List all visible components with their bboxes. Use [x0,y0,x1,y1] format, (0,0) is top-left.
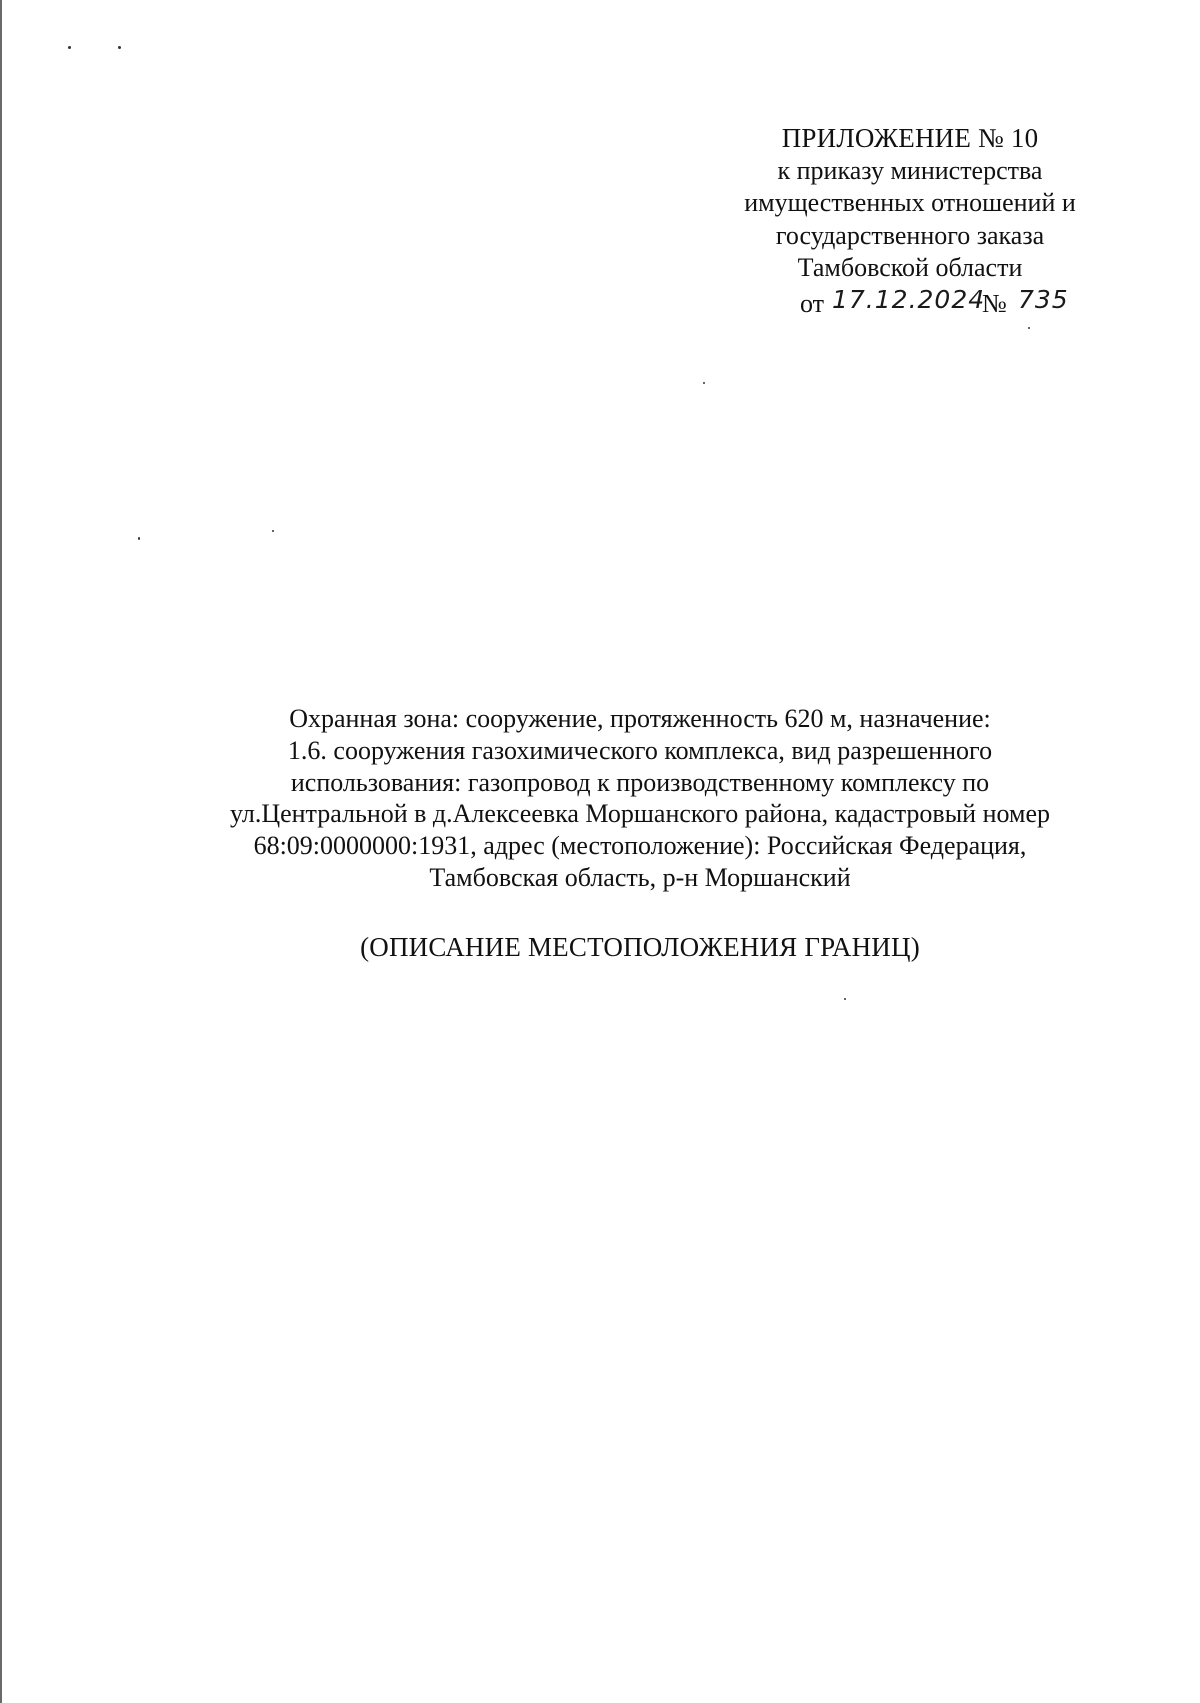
scan-edge-line [0,0,2,1703]
date-prefix: от [800,289,825,318]
section-title: (ОПИСАНИЕ МЕСТОПОЛОЖЕНИЯ ГРАНИЦ) [360,932,920,962]
scan-speck [1028,327,1030,329]
appendix-header [700,122,1120,285]
scan-speck [272,530,274,532]
description-line: ул.Центральной в д.Алексеевка Моршанского района, кадастровый номер [229,799,1050,829]
description-line: 68:09:0000000:1931, адрес (местоположение): Российская Федерация, [253,831,1027,861]
handwritten-number: 735 [1018,285,1069,314]
appendix-title: ПРИЛОЖЕНИЕ № 10 [781,123,1039,153]
order-date-row [800,285,1100,323]
appendix-line: имущественных отношений и [744,188,1076,217]
description-line: Тамбовская область, р-н Моршанский [429,862,851,892]
zone-description [160,703,1120,894]
appendix-line: Тамбовской области [797,253,1023,282]
description-line: использования: газопровод к производственному комплексу по [290,767,990,797]
scan-speck [703,382,705,384]
scan-speck [844,998,846,1000]
handwritten-date: 17.12.2024 [832,285,986,314]
appendix-line: к приказу министерства [777,155,1043,185]
description-line: Охранная зона: сооружение, протяженность 620 м, назначение: [289,704,991,733]
scan-speck [138,537,140,540]
description-line: 1.6. сооружения газохимического комплекса, вид разрешенного [287,735,993,765]
scan-speck [68,46,71,49]
number-prefix: № [982,289,1007,318]
scan-speck [118,46,121,49]
appendix-line: государственного заказа [775,220,1045,250]
